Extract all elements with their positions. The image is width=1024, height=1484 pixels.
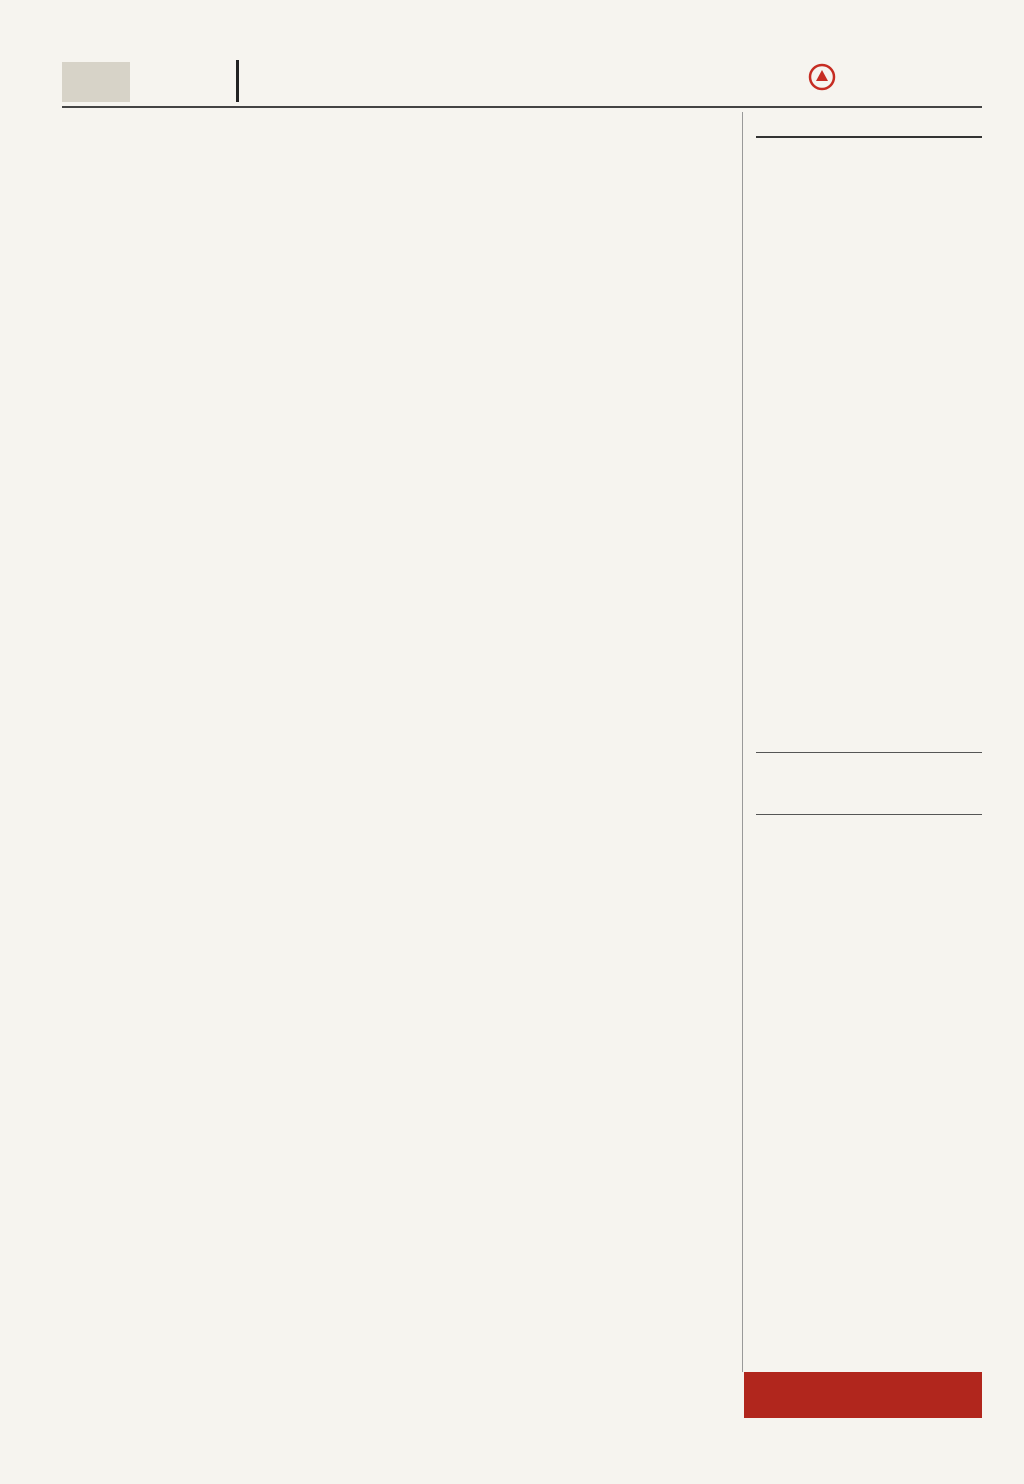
masthead-rule	[62, 106, 982, 108]
main-col2-part1	[286, 262, 492, 326]
sidebar-article3-body	[756, 888, 982, 1344]
sidebar-rule-3	[756, 814, 982, 815]
sidebar-divider	[742, 112, 743, 1372]
sidebar-article2-body	[756, 622, 982, 810]
emblem-icon	[808, 63, 836, 91]
main-subhead-4	[512, 494, 730, 526]
main-subhead-1	[62, 580, 268, 612]
sidebar-top-rule	[756, 136, 982, 138]
main-subhead-2	[286, 330, 492, 362]
main-col1-part2	[62, 622, 268, 1320]
main-col3-part1	[512, 262, 730, 486]
newspaper-logo	[808, 60, 978, 94]
section-title-block	[236, 60, 379, 102]
sidebar-banner	[744, 1372, 982, 1418]
page-number-block	[62, 62, 130, 102]
main-col2-part3	[286, 870, 492, 1320]
main-col3-part2	[512, 536, 730, 1330]
main-subhead-3	[286, 828, 492, 860]
main-col2-part2	[286, 374, 492, 804]
main-col1-part1	[62, 262, 268, 572]
